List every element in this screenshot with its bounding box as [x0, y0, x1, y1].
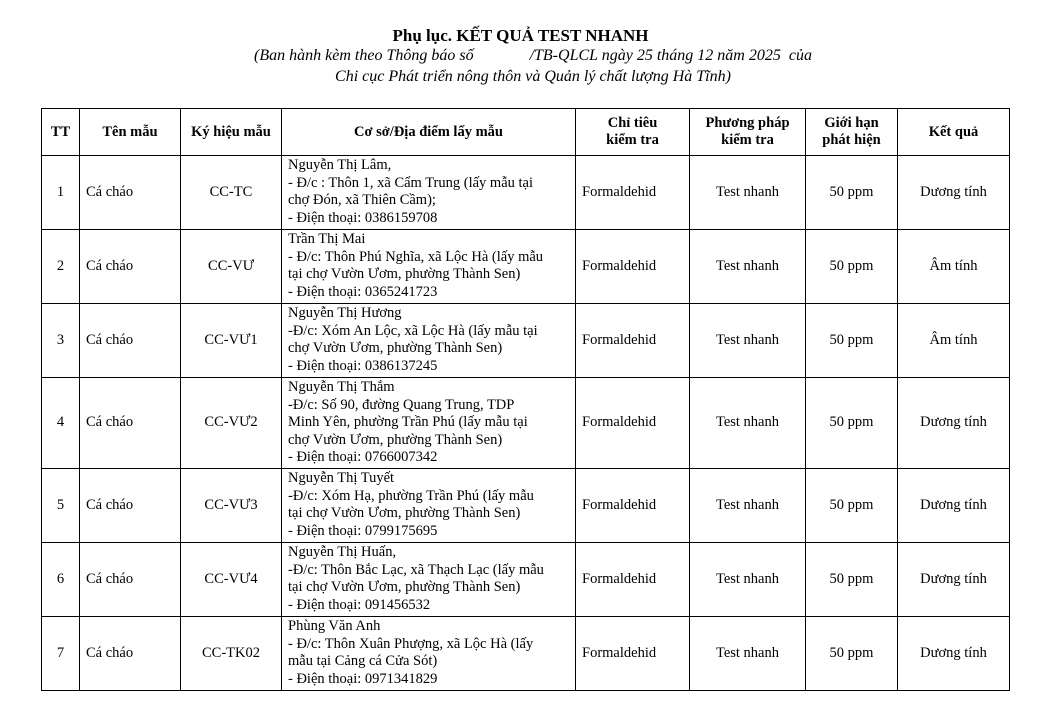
- table-row: [42, 469, 1010, 543]
- address-line: - Điện thoại: 091456532: [288, 596, 431, 613]
- address-line: - Điện thoại: 0365241723: [288, 283, 438, 300]
- table-row: [42, 156, 1010, 230]
- address-line: Nguyễn Thị Huấn,: [288, 544, 397, 560]
- table-row: [42, 617, 1010, 691]
- address-line: -Đ/c: Thôn Bắc Lạc, xã Thạch Lạc (lấy mẫu: [288, 561, 544, 578]
- address-line: chợ Đón, xã Thiên Cầm);: [288, 192, 436, 208]
- cell-gioi-han: 50 ppm: [806, 230, 898, 304]
- header-phuong-phap-line1: Phương pháp: [705, 115, 790, 131]
- address-line: Minh Yên, phường Trần Phú (lấy mẫu tại: [288, 414, 528, 430]
- cell-gioi-han: 50 ppm: [806, 378, 898, 469]
- cell-tt: 5: [42, 469, 80, 543]
- address-line: Nguyễn Thị Thắm: [288, 379, 395, 395]
- cell-co-so: [282, 230, 576, 304]
- table-row: [42, 304, 1010, 378]
- cell-co-so: [282, 469, 576, 543]
- header-ket-qua: Kết quả: [898, 109, 1010, 156]
- cell-ket-qua: Dương tính: [898, 156, 1010, 230]
- cell-phuong-phap: Test nhanh: [690, 378, 806, 469]
- address-line: - Điện thoại: 0799175695: [288, 522, 438, 539]
- address-line: chợ Vườn Ươm, phường Thành Sen): [288, 340, 503, 356]
- table-row: [42, 230, 1010, 304]
- address-line: Phùng Văn Anh: [288, 618, 381, 634]
- address-line: - Đ/c : Thôn 1, xã Cẩm Trung (lấy mẫu tại: [288, 174, 533, 191]
- header-chi-tieu-line2: kiểm tra: [606, 132, 659, 148]
- cell-ky-hieu: CC-VƯ4: [181, 543, 282, 617]
- cell-phuong-phap: Test nhanh: [690, 469, 806, 543]
- header-co-so: Cơ sở/Địa điểm lấy mẫu: [282, 109, 576, 156]
- cell-ten-mau: Cá cháo: [80, 617, 181, 691]
- cell-ket-qua: Dương tính: [898, 617, 1010, 691]
- cell-phuong-phap: Test nhanh: [690, 230, 806, 304]
- header-gioi-han-line2: phát hiện: [822, 132, 881, 148]
- cell-ten-mau: Cá cháo: [80, 304, 181, 378]
- header-phuong-phap-line2: kiểm tra: [721, 132, 774, 148]
- cell-tt: 3: [42, 304, 80, 378]
- cell-co-so: [282, 378, 576, 469]
- address-line: tại chợ Vườn Ươm, phường Thành Sen): [288, 579, 521, 595]
- cell-chi-tieu: Formaldehid: [576, 543, 690, 617]
- cell-ten-mau: Cá cháo: [80, 378, 181, 469]
- address-line: - Điện thoại: 0386159708: [288, 209, 438, 226]
- address-line: Nguyễn Thị Tuyết: [288, 470, 395, 486]
- address-line: - Điện thoại: 0971341829: [288, 670, 438, 687]
- cell-gioi-han: 50 ppm: [806, 469, 898, 543]
- cell-ket-qua: Âm tính: [898, 304, 1010, 378]
- address-line: -Đ/c: Xóm An Lộc, xã Lộc Hà (lấy mẫu tại: [288, 322, 538, 339]
- cell-tt: 1: [42, 156, 80, 230]
- cell-ten-mau: Cá cháo: [80, 469, 181, 543]
- cell-tt: 4: [42, 378, 80, 469]
- cell-chi-tieu: Formaldehid: [576, 617, 690, 691]
- document-title: Phụ lục. KẾT QUẢ TEST NHANH: [392, 26, 649, 45]
- address-line: - Điện thoại: 0386137245: [288, 357, 438, 374]
- cell-tt: 6: [42, 543, 80, 617]
- cell-phuong-phap: Test nhanh: [690, 304, 806, 378]
- document-subtitle-line2: Chi cục Phát triển nông thôn và Quản lý chất lượng Hà Tĩnh): [335, 68, 731, 85]
- cell-ten-mau: Cá cháo: [80, 230, 181, 304]
- cell-co-so: [282, 543, 576, 617]
- cell-ten-mau: Cá cháo: [80, 156, 181, 230]
- header-gioi-han: [806, 109, 898, 156]
- cell-ky-hieu: CC-VƯ2: [181, 378, 282, 469]
- header-chi-tieu-line1: Chỉ tiêu: [607, 115, 658, 131]
- cell-gioi-han: 50 ppm: [806, 156, 898, 230]
- address-line: tại chợ Vườn Ươm, phường Thành Sen): [288, 266, 521, 282]
- address-line: mẫu tại Cảng cá Cửa Sót): [288, 653, 438, 669]
- cell-ky-hieu: CC-VƯ: [181, 230, 282, 304]
- cell-chi-tieu: Formaldehid: [576, 230, 690, 304]
- cell-ky-hieu: CC-TC: [181, 156, 282, 230]
- cell-ket-qua: Dương tính: [898, 469, 1010, 543]
- header-phuong-phap: [690, 109, 806, 156]
- header-ten-mau: Tên mẫu: [80, 109, 181, 156]
- results-table: [41, 108, 1010, 691]
- document-subtitle-line1: (Ban hành kèm theo Thông báo số /TB-QLCL ngày 25 tháng 12 năm 2025 của: [254, 47, 812, 64]
- cell-co-so: [282, 304, 576, 378]
- address-line: chợ Vườn Ươm, phường Thành Sen): [288, 431, 503, 448]
- cell-ten-mau: Cá cháo: [80, 543, 181, 617]
- cell-ky-hieu: CC-VƯ3: [181, 469, 282, 543]
- table-row: [42, 543, 1010, 617]
- address-line: - Đ/c: Thôn Xuân Phượng, xã Lộc Hà (lấy: [288, 635, 534, 652]
- header-gioi-han-line1: Giới hạn: [824, 115, 879, 131]
- address-line: -Đ/c: Xóm Hạ, phường Trần Phú (lấy mẫu: [288, 487, 534, 504]
- header-chi-tieu: [576, 109, 690, 156]
- address-line: Nguyễn Thị Lâm,: [288, 157, 392, 173]
- header-ky-hieu-mau: Ký hiệu mẫu: [181, 109, 282, 156]
- cell-co-so: [282, 156, 576, 230]
- cell-chi-tieu: Formaldehid: [576, 469, 690, 543]
- address-line: - Đ/c: Thôn Phú Nghĩa, xã Lộc Hà (lấy mẫu: [288, 248, 544, 265]
- address-line: tại chợ Vườn Ươm, phường Thành Sen): [288, 505, 521, 521]
- cell-gioi-han: 50 ppm: [806, 304, 898, 378]
- cell-phuong-phap: Test nhanh: [690, 617, 806, 691]
- cell-phuong-phap: Test nhanh: [690, 156, 806, 230]
- address-line: -Đ/c: Số 90, đường Quang Trung, TDP: [288, 396, 515, 413]
- cell-tt: 7: [42, 617, 80, 691]
- cell-co-so: [282, 617, 576, 691]
- cell-phuong-phap: Test nhanh: [690, 543, 806, 617]
- header-tt: TT: [42, 109, 80, 156]
- cell-gioi-han: 50 ppm: [806, 543, 898, 617]
- cell-ket-qua: Dương tính: [898, 543, 1010, 617]
- cell-chi-tieu: Formaldehid: [576, 156, 690, 230]
- address-line: - Điện thoại: 0766007342: [288, 449, 438, 465]
- cell-tt: 2: [42, 230, 80, 304]
- address-line: Nguyễn Thị Hương: [288, 305, 402, 321]
- cell-ket-qua: Âm tính: [898, 230, 1010, 304]
- cell-ky-hieu: CC-TK02: [181, 617, 282, 691]
- cell-ky-hieu: CC-VƯ1: [181, 304, 282, 378]
- cell-chi-tieu: Formaldehid: [576, 378, 690, 469]
- table-row: [42, 378, 1010, 469]
- cell-ket-qua: Dương tính: [898, 378, 1010, 469]
- cell-chi-tieu: Formaldehid: [576, 304, 690, 378]
- table-header-row: [42, 109, 1010, 156]
- cell-gioi-han: 50 ppm: [806, 617, 898, 691]
- address-line: Trần Thị Mai: [288, 231, 366, 247]
